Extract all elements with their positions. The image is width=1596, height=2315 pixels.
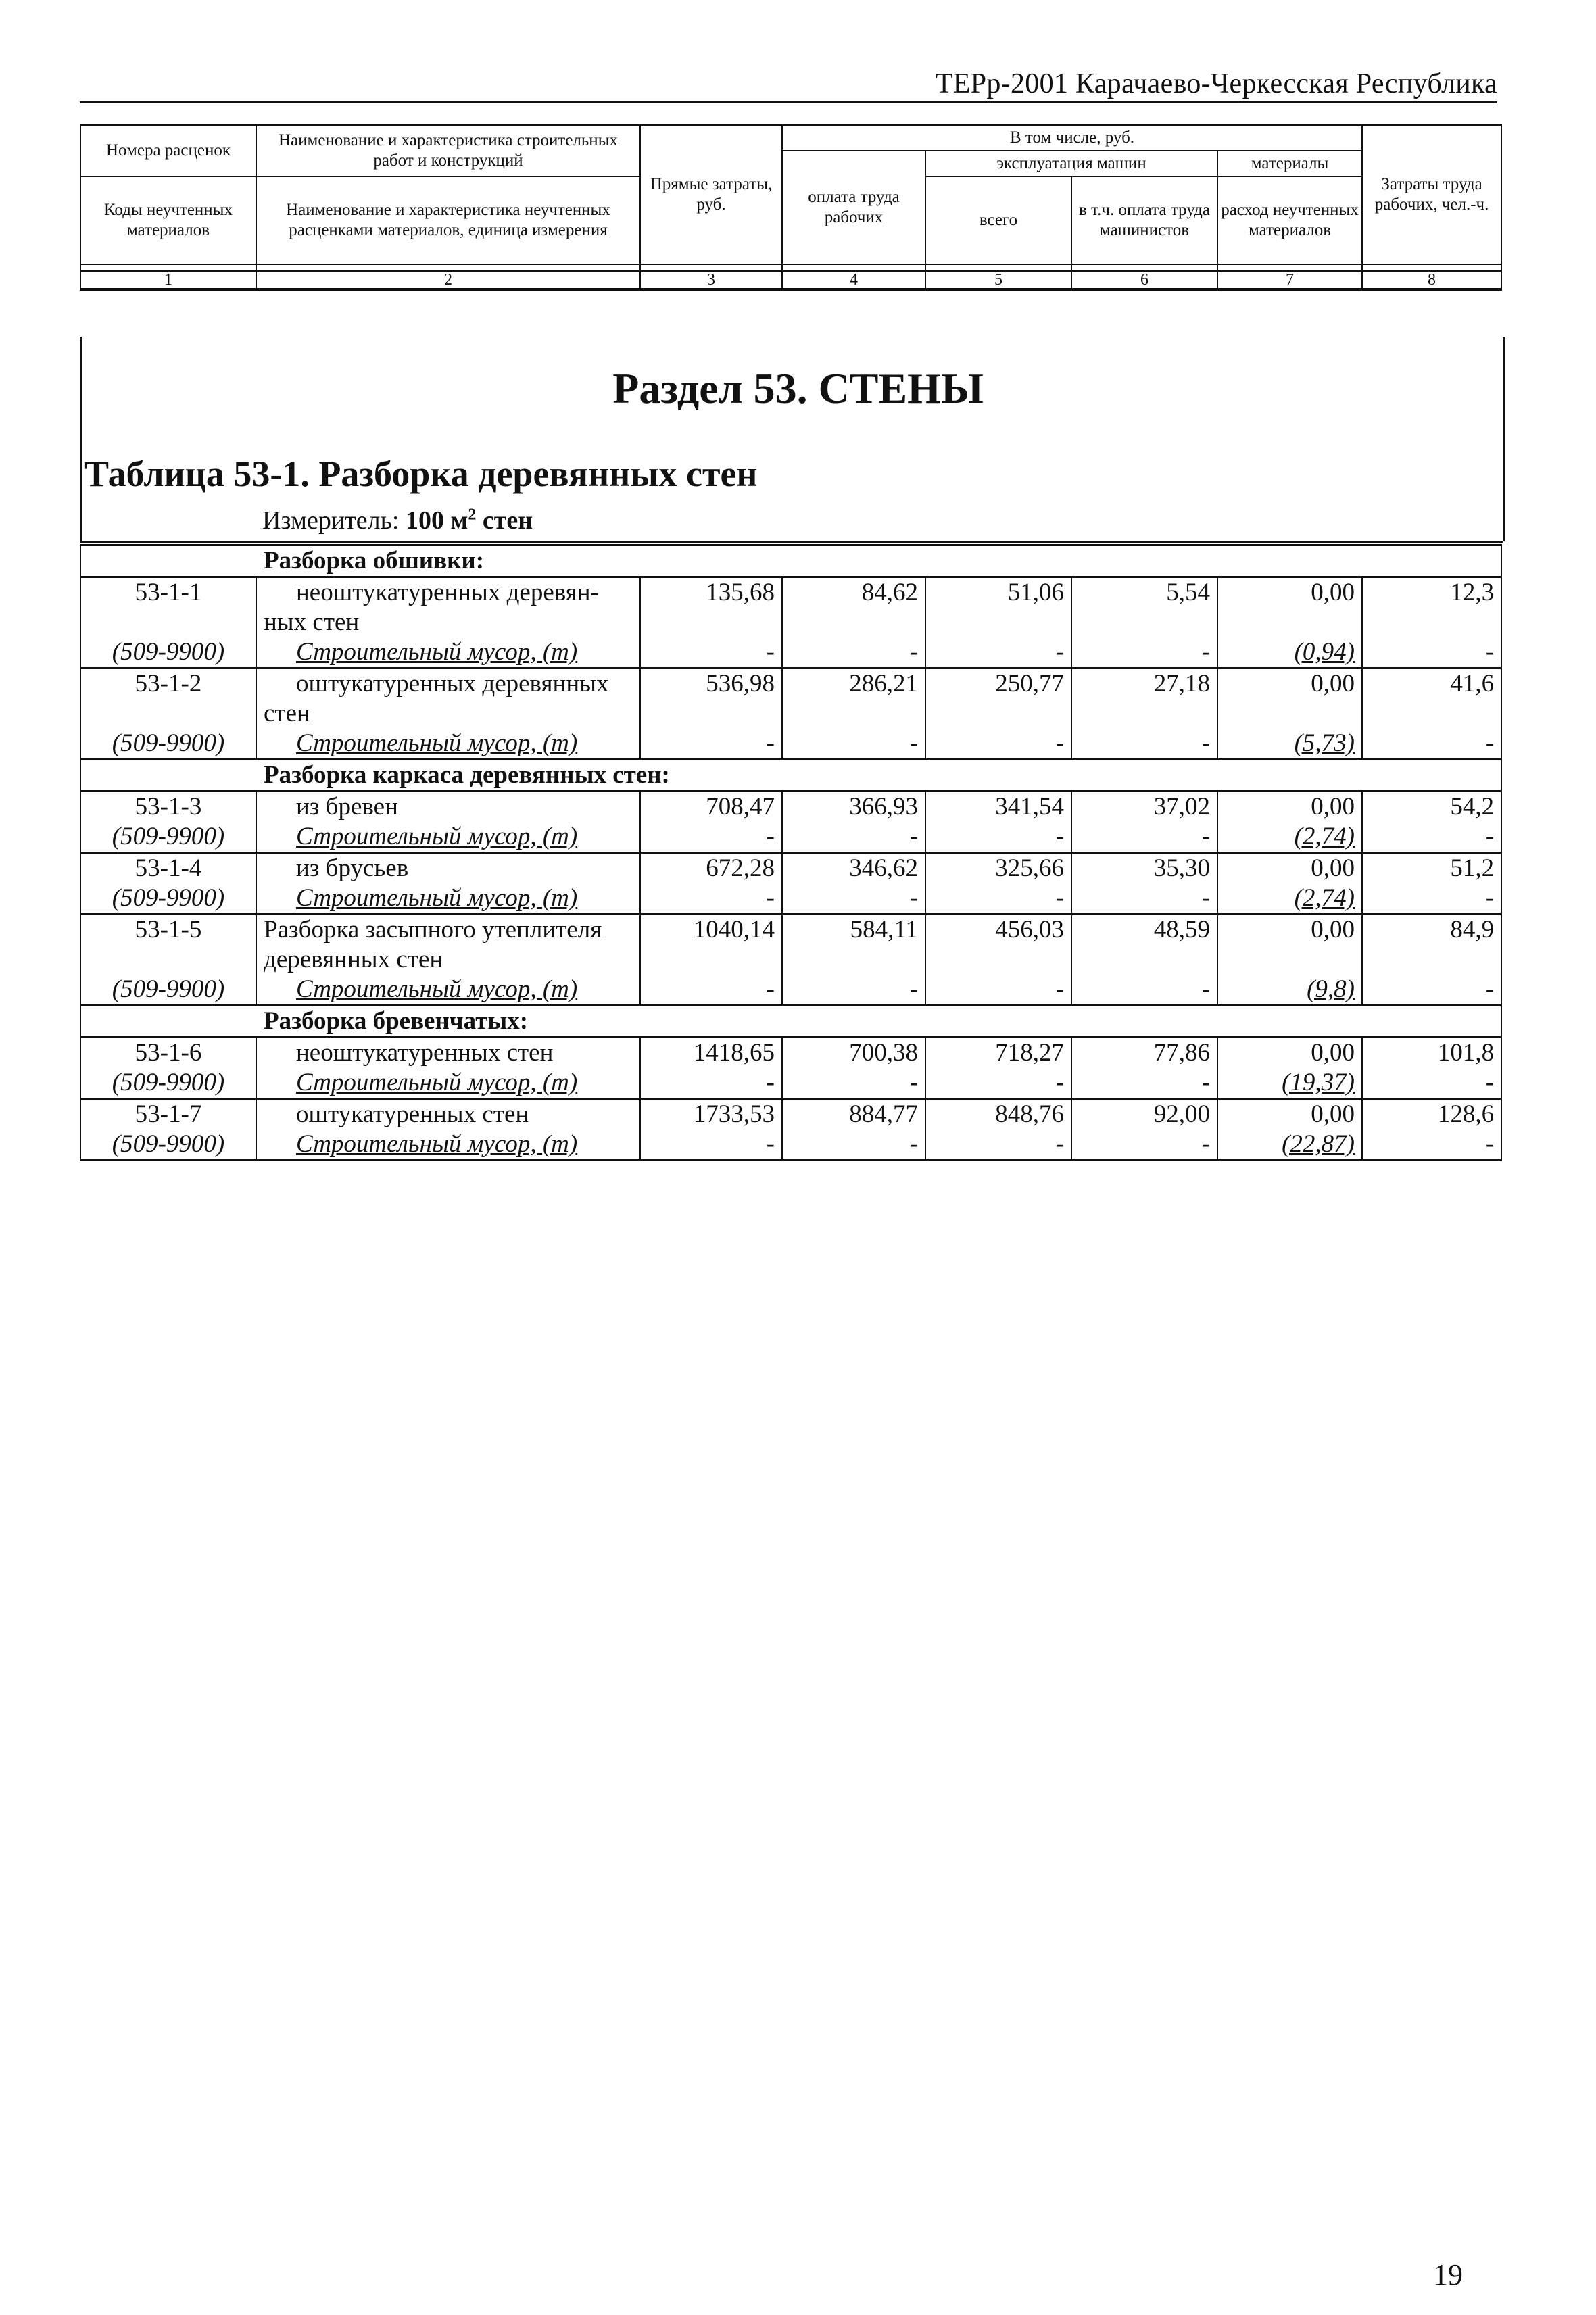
dash: -	[1071, 1129, 1217, 1161]
material-quantity: (2,74)	[1217, 822, 1362, 853]
work-name-continued: ных стен	[256, 608, 640, 637]
header-direct-costs: Прямые затраты, руб.	[640, 125, 782, 264]
running-title: ТЕРр-2001 Карачаево-Черкесская Республика	[935, 68, 1497, 99]
material-row	[80, 1129, 1501, 1161]
meter-sup: 2	[468, 506, 477, 524]
title-rule	[80, 101, 1497, 103]
materials-cost: 0,00	[1217, 668, 1362, 700]
meter-unit: стен	[482, 506, 533, 535]
dash: -	[782, 729, 925, 760]
table-row	[80, 853, 1501, 884]
dash: -	[925, 883, 1071, 915]
column-number: 6	[1071, 271, 1217, 289]
meter-rule	[80, 541, 1503, 543]
header-material-codes: Коды неучтенных материалов	[80, 176, 256, 264]
meter-label: Измеритель:	[262, 506, 400, 535]
table-title: Таблица 53-1. Разборка деревянных стен	[84, 454, 758, 494]
machines-pay: 77,86	[1071, 1038, 1217, 1069]
dash: -	[640, 883, 782, 915]
dash: -	[782, 822, 925, 853]
dash: -	[782, 1129, 925, 1161]
labor-pay: 584,11	[782, 915, 925, 946]
table-row-continued	[80, 699, 1501, 729]
material-row	[80, 637, 1501, 668]
dash: -	[1071, 975, 1217, 1006]
dash: -	[925, 1068, 1071, 1099]
dash: -	[1071, 822, 1217, 853]
dash: -	[1071, 637, 1217, 668]
machines-total: 51,06	[925, 577, 1071, 608]
material-quantity: (22,87)	[1217, 1129, 1362, 1161]
material-name: Строительный мусор, (т)	[256, 975, 640, 1006]
dash: -	[640, 1129, 782, 1161]
column-number: 5	[925, 271, 1071, 289]
table-row	[80, 791, 1501, 823]
dash: -	[1362, 729, 1501, 760]
material-quantity: (19,37)	[1217, 1068, 1362, 1099]
machines-total: 848,76	[925, 1099, 1071, 1130]
labor-hours: 12,3	[1362, 577, 1501, 608]
material-row	[80, 729, 1501, 760]
table-row	[80, 1038, 1501, 1069]
materials-cost: 0,00	[1217, 915, 1362, 946]
material-name: Строительный мусор, (т)	[256, 1068, 640, 1099]
material-quantity: (0,94)	[1217, 637, 1362, 668]
dash: -	[925, 822, 1071, 853]
dash: -	[1362, 1068, 1501, 1099]
rate-code: 53-1-3	[80, 791, 256, 823]
labor-hours: 51,2	[1362, 853, 1501, 884]
work-name-continued: деревянных стен	[256, 945, 640, 975]
dash: -	[782, 1068, 925, 1099]
column-number: 2	[256, 271, 640, 289]
dash: -	[925, 637, 1071, 668]
labor-hours: 84,9	[1362, 915, 1501, 946]
rate-code: 53-1-5	[80, 915, 256, 946]
material-row	[80, 822, 1501, 853]
machines-pay: 37,02	[1071, 791, 1217, 823]
work-name: Разборка засыпного утеплителя	[256, 915, 640, 946]
header-labor-pay: оплата труда рабочих	[782, 151, 925, 264]
rate-code: 53-1-1	[80, 577, 256, 608]
work-name-continued: стен	[256, 699, 640, 729]
direct-cost: 536,98	[640, 668, 782, 700]
material-quantity: (5,73)	[1217, 729, 1362, 760]
labor-pay: 286,21	[782, 668, 925, 700]
machines-total: 341,54	[925, 791, 1071, 823]
dash: -	[925, 729, 1071, 760]
dash: -	[1071, 729, 1217, 760]
group-row: Разборка бревенчатых:	[80, 1006, 1501, 1038]
dash: -	[782, 637, 925, 668]
materials-cost: 0,00	[1217, 577, 1362, 608]
rates-table	[80, 544, 1502, 1161]
rate-code: 53-1-2	[80, 668, 256, 700]
dash: -	[640, 1068, 782, 1099]
material-code: (509-9900)	[80, 975, 256, 1006]
column-number: 4	[782, 271, 925, 289]
material-code: (509-9900)	[80, 883, 256, 915]
dash: -	[1362, 883, 1501, 915]
work-name: оштукатуренных стен	[256, 1099, 640, 1130]
machines-pay: 27,18	[1071, 668, 1217, 700]
header-materials: материалы	[1217, 151, 1362, 176]
machines-pay: 35,30	[1071, 853, 1217, 884]
machines-total: 250,77	[925, 668, 1071, 700]
direct-cost: 1418,65	[640, 1038, 782, 1069]
material-name: Строительный мусор, (т)	[256, 637, 640, 668]
header-labor-cost: Затраты труда рабочих, чел.-ч.	[1362, 125, 1501, 264]
material-code: (509-9900)	[80, 637, 256, 668]
header-work-name: Наименование и характеристика строительных работ и конструкций	[256, 125, 640, 176]
measurement-unit	[262, 506, 533, 535]
labor-pay: 84,62	[782, 577, 925, 608]
material-code: (509-9900)	[80, 729, 256, 760]
material-name: Строительный мусор, (т)	[256, 1129, 640, 1161]
labor-hours: 41,6	[1362, 668, 1501, 700]
dash: -	[782, 883, 925, 915]
rate-code: 53-1-7	[80, 1099, 256, 1130]
labor-hours: 128,6	[1362, 1099, 1501, 1130]
work-name: неоштукатуренных стен	[256, 1038, 640, 1069]
direct-cost: 672,28	[640, 853, 782, 884]
table-row	[80, 668, 1501, 700]
column-number: 3	[640, 271, 782, 289]
table-row	[80, 1099, 1501, 1130]
labor-pay: 884,77	[782, 1099, 925, 1130]
machines-total: 718,27	[925, 1038, 1071, 1069]
header-machines: эксплуатация машин	[925, 151, 1217, 176]
materials-cost: 0,00	[1217, 1099, 1362, 1130]
material-name: Строительный мусор, (т)	[256, 883, 640, 915]
table-row	[80, 577, 1501, 608]
direct-cost: 1733,53	[640, 1099, 782, 1130]
work-name: из брусьев	[256, 853, 640, 884]
header-machines-total: всего	[925, 176, 1071, 264]
work-name: неоштукатуренных деревян-	[256, 577, 640, 608]
work-name: оштукатуренных деревянных	[256, 668, 640, 700]
dash: -	[640, 822, 782, 853]
materials-cost: 0,00	[1217, 791, 1362, 823]
machines-total: 456,03	[925, 915, 1071, 946]
header-material-name: Наименование и характеристика неучтенных расценками материалов, единица измерения	[256, 176, 640, 264]
group-row: Разборка каркаса деревянных стен:	[80, 760, 1501, 791]
dash: -	[1071, 1068, 1217, 1099]
dash: -	[640, 729, 782, 760]
direct-cost: 708,47	[640, 791, 782, 823]
material-code: (509-9900)	[80, 822, 256, 853]
machines-pay: 5,54	[1071, 577, 1217, 608]
header-materials-use: расход неучтенных материалов	[1217, 176, 1362, 264]
labor-pay: 700,38	[782, 1038, 925, 1069]
materials-cost: 0,00	[1217, 1038, 1362, 1069]
group-row: Разборка обшивки:	[80, 545, 1501, 577]
section-title: Раздел 53. СТЕНЫ	[612, 364, 984, 412]
column-number: 7	[1217, 271, 1362, 289]
table-row-continued	[80, 608, 1501, 637]
table-row	[80, 915, 1501, 946]
column-number: 1	[80, 271, 256, 289]
header-rates-number: Номера расценок	[80, 125, 256, 176]
machines-pay: 48,59	[1071, 915, 1217, 946]
work-name: из бревен	[256, 791, 640, 823]
materials-cost: 0,00	[1217, 853, 1362, 884]
material-row	[80, 883, 1501, 915]
column-header-table	[80, 124, 1502, 291]
direct-cost: 1040,14	[640, 915, 782, 946]
dash: -	[782, 975, 925, 1006]
labor-hours: 101,8	[1362, 1038, 1501, 1069]
rate-code: 53-1-6	[80, 1038, 256, 1069]
direct-cost: 135,68	[640, 577, 782, 608]
dash: -	[1362, 975, 1501, 1006]
table-row-continued	[80, 945, 1501, 975]
labor-pay: 346,62	[782, 853, 925, 884]
material-row	[80, 1068, 1501, 1099]
dash: -	[640, 637, 782, 668]
material-name: Строительный мусор, (т)	[256, 822, 640, 853]
dash: -	[1362, 637, 1501, 668]
material-code: (509-9900)	[80, 1068, 256, 1099]
dash: -	[1362, 822, 1501, 853]
material-row	[80, 975, 1501, 1006]
header-including: В том числе, руб.	[782, 125, 1362, 151]
header-machines-pay: в т.ч. оплата труда машинистов	[1071, 176, 1217, 264]
labor-pay: 366,93	[782, 791, 925, 823]
meter-value: 100 м	[406, 506, 468, 535]
column-number: 8	[1362, 271, 1501, 289]
rate-code: 53-1-4	[80, 853, 256, 884]
dash: -	[640, 975, 782, 1006]
machines-pay: 92,00	[1071, 1099, 1217, 1130]
material-code: (509-9900)	[80, 1129, 256, 1161]
dash: -	[1362, 1129, 1501, 1161]
material-quantity: (9,8)	[1217, 975, 1362, 1006]
dash: -	[925, 975, 1071, 1006]
dash: -	[925, 1129, 1071, 1161]
material-quantity: (2,74)	[1217, 883, 1362, 915]
labor-hours: 54,2	[1362, 791, 1501, 823]
page-number: 19	[1433, 2258, 1463, 2291]
dash: -	[1071, 883, 1217, 915]
material-name: Строительный мусор, (т)	[256, 729, 640, 760]
machines-total: 325,66	[925, 853, 1071, 884]
